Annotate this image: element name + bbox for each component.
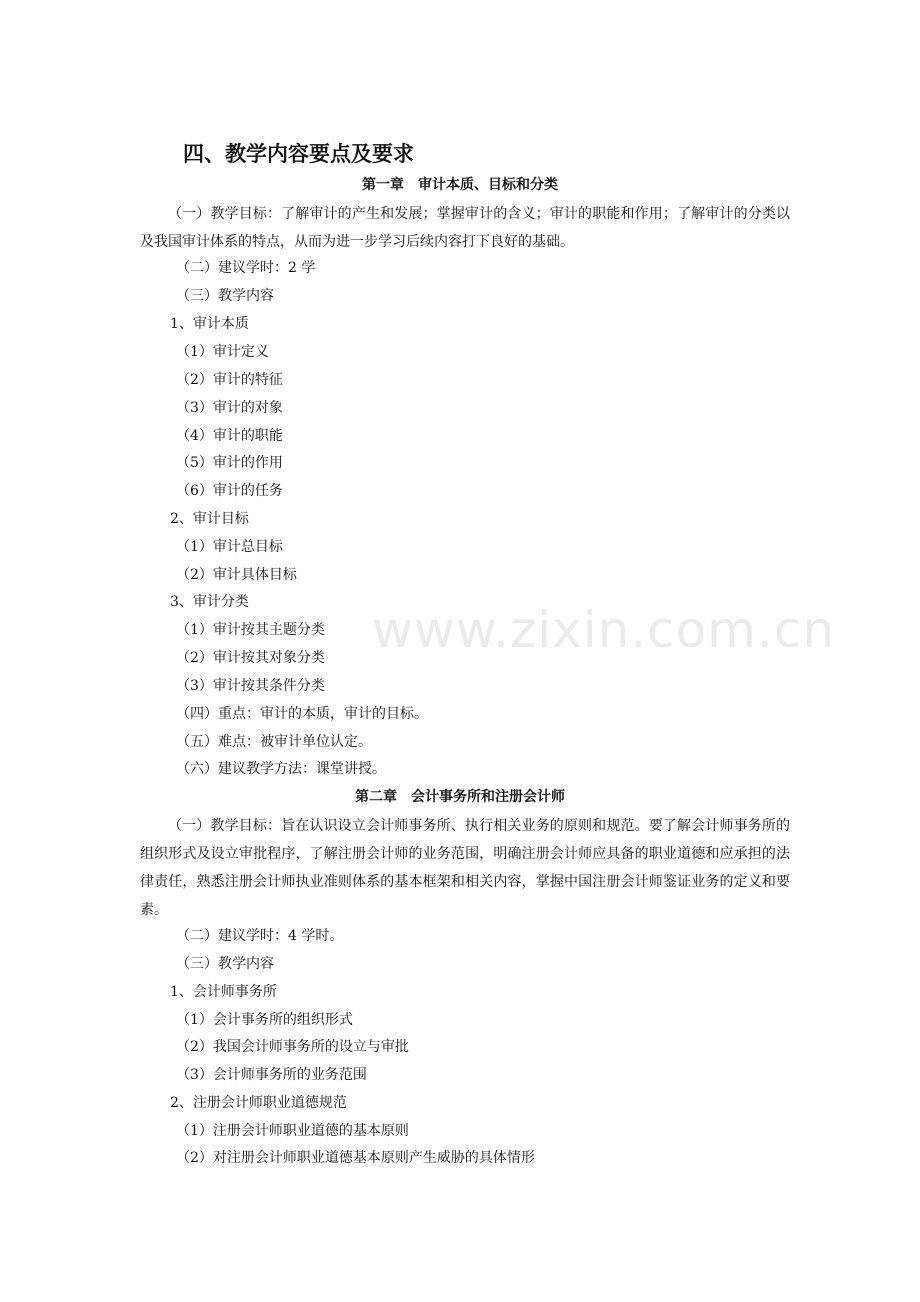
section-title: 四、教学内容要点及要求 <box>183 142 414 166</box>
chapter1-item: 3、审计分类 <box>170 594 249 610</box>
chapter2-item: （2）我国会计师事务所的设立与审批 <box>176 1039 409 1055</box>
chapter2-number: 第二章 <box>355 789 397 805</box>
chapter1-item: 1、审计本质 <box>170 316 249 332</box>
chapter1-objective: （一）教学目标：了解审计的产生和发展；掌握审计的含义；审计的职能和作用；了解审计的分类以及我国审计体系的特点，从而为进一步学习后续内容打下良好的基础。 <box>140 206 790 250</box>
chapter1-name: 审计本质、目标和分类 <box>418 177 558 193</box>
watermark: www.zixin.com.cn <box>372 601 836 659</box>
chapter2-objective: （一）教学目标：旨在认识设立会计师事务所、执行相关业务的原则和规范。要了解会计师事务所的组织形式及设立审批程序，了解注册会计师的业务范围，明确注册会计师应具备的职业道德和应承担的法律责任，熟悉注册会计师执业准则体系的基本框架和相关内容，掌握中国注册会计师鉴证业务的定义和要素。 <box>140 818 790 918</box>
chapter2-item: （1）会计事务所的组织形式 <box>176 1012 353 1028</box>
chapter1-item: （5）审计的作用 <box>176 455 283 471</box>
chapter1-item: （6）审计的任务 <box>176 483 283 499</box>
chapter1-item: （2）审计的特征 <box>176 372 283 388</box>
chapter2-objective-block <box>140 812 790 924</box>
chapter1-item: 2、审计目标 <box>170 511 249 527</box>
chapter1-number: 第一章 <box>362 177 404 193</box>
chapter1-item: （3）审计按其条件分类 <box>176 678 325 694</box>
chapter1-item: （1）审计定义 <box>176 344 269 360</box>
chapter2-item: 2、注册会计师职业道德规范 <box>170 1095 347 1111</box>
chapter1-item: （4）审计的职能 <box>176 428 283 444</box>
chapter1-content-label: （三）教学内容 <box>176 288 274 304</box>
chapter1-item: （2）审计按其对象分类 <box>176 650 325 666</box>
chapter2-item: （3）会计师事务所的业务范围 <box>176 1067 367 1083</box>
chapter1-method: （六）建议教学方法：课堂讲授。 <box>176 761 386 777</box>
chapter1-item: （3）审计的对象 <box>176 400 283 416</box>
chapter2-item: 1、会计师事务所 <box>170 984 277 1000</box>
chapter1-difficulty: （五）难点：被审计单位认定。 <box>176 734 372 750</box>
chapter2-name: 会计事务所和注册会计师 <box>411 789 565 805</box>
chapter1-item: （1）审计总目标 <box>176 539 283 555</box>
chapter1-key-points: （四）重点：审计的本质，审计的目标。 <box>176 706 428 722</box>
chapter2-item: （2）对注册会计师职业道德基本原则产生威胁的具体情形 <box>176 1150 535 1166</box>
chapter2-title <box>0 786 920 808</box>
chapter2-item: （1）注册会计师职业道德的基本原则 <box>176 1123 409 1139</box>
chapter1-objective-block <box>140 200 790 256</box>
chapter1-title <box>0 174 920 196</box>
chapter2-content-label: （三）教学内容 <box>176 956 274 972</box>
chapter1-item: （1）审计按其主题分类 <box>176 622 325 638</box>
chapter2-hours: （二）建议学时：4 学时。 <box>176 928 344 944</box>
chapter1-hours: （二）建议学时：2 学 <box>176 260 316 276</box>
chapter1-item: （2）审计具体目标 <box>176 567 297 583</box>
